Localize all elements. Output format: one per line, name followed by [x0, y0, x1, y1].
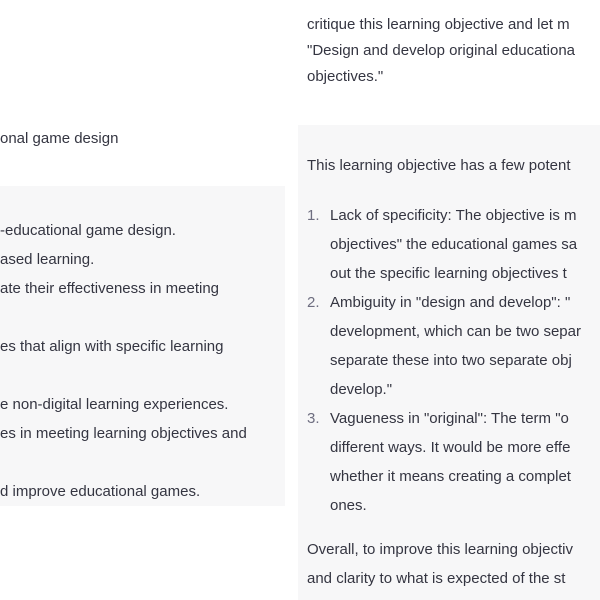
- critique-item: [307, 201, 581, 288]
- left-assistant-line: e non-digital learning experiences.: [0, 396, 229, 413]
- critique-line: Vagueness in "original": The term "o: [330, 410, 569, 427]
- list-number: 2.: [307, 294, 320, 311]
- left-assistant-line: [0, 303, 247, 332]
- critique-line: whether it means creating a complet: [330, 468, 571, 485]
- critique-list: [307, 201, 581, 520]
- left-chat-pane: [0, 0, 285, 600]
- critique-line: develop.": [330, 381, 393, 398]
- user-message-line: objectives.": [307, 68, 384, 85]
- critique-line: ones.: [330, 497, 367, 514]
- left-assistant-line: ased learning.: [0, 251, 95, 268]
- right-user-message: [298, 0, 600, 120]
- right-chat-pane: [298, 0, 600, 600]
- assistant-intro: This learning objective has a few potent: [307, 157, 571, 174]
- left-user-message: onal game design: [0, 124, 118, 153]
- left-assistant-line: d improve educational games.: [0, 483, 201, 500]
- critique-line: Lack of specificity: The objective is m: [330, 207, 577, 224]
- critique-line: Ambiguity in "design and develop": ": [330, 294, 571, 311]
- left-assistant-line: ate their effectiveness in meeting: [0, 280, 220, 297]
- list-number: 1.: [307, 207, 320, 224]
- right-user-message-text: [307, 12, 575, 90]
- critique-line: objectives" the educational games sa: [330, 236, 578, 253]
- left-assistant-message: [0, 186, 285, 506]
- critique-line: out the specific learning objectives t: [330, 265, 567, 282]
- right-assistant-message: [298, 125, 600, 600]
- outro-line: Overall, to improve this learning objectiv: [307, 541, 573, 558]
- user-message-line: critique this learning objective and let m: [307, 16, 570, 33]
- user-message-line: "Design and develop original educationa: [307, 42, 576, 59]
- left-assistant-line: es in meeting learning objectives and: [0, 425, 247, 442]
- critique-item: [307, 404, 581, 520]
- critique-line: different ways. It would be more effe: [330, 439, 571, 456]
- left-assistant-lines: [0, 216, 247, 506]
- left-assistant-line: -educational game design.: [0, 222, 176, 239]
- outro-line: and clarity to what is expected of the st: [307, 570, 566, 587]
- left-assistant-line: [0, 448, 247, 477]
- critique-line: separate these into two separate obj: [330, 352, 572, 369]
- critique-item: [307, 288, 581, 404]
- left-assistant-line: [0, 361, 247, 390]
- left-assistant-line: es that align with specific learning: [0, 338, 224, 355]
- list-number: 3.: [307, 410, 320, 427]
- assistant-outro: [307, 535, 573, 593]
- critique-line: development, which can be two separ: [330, 323, 581, 340]
